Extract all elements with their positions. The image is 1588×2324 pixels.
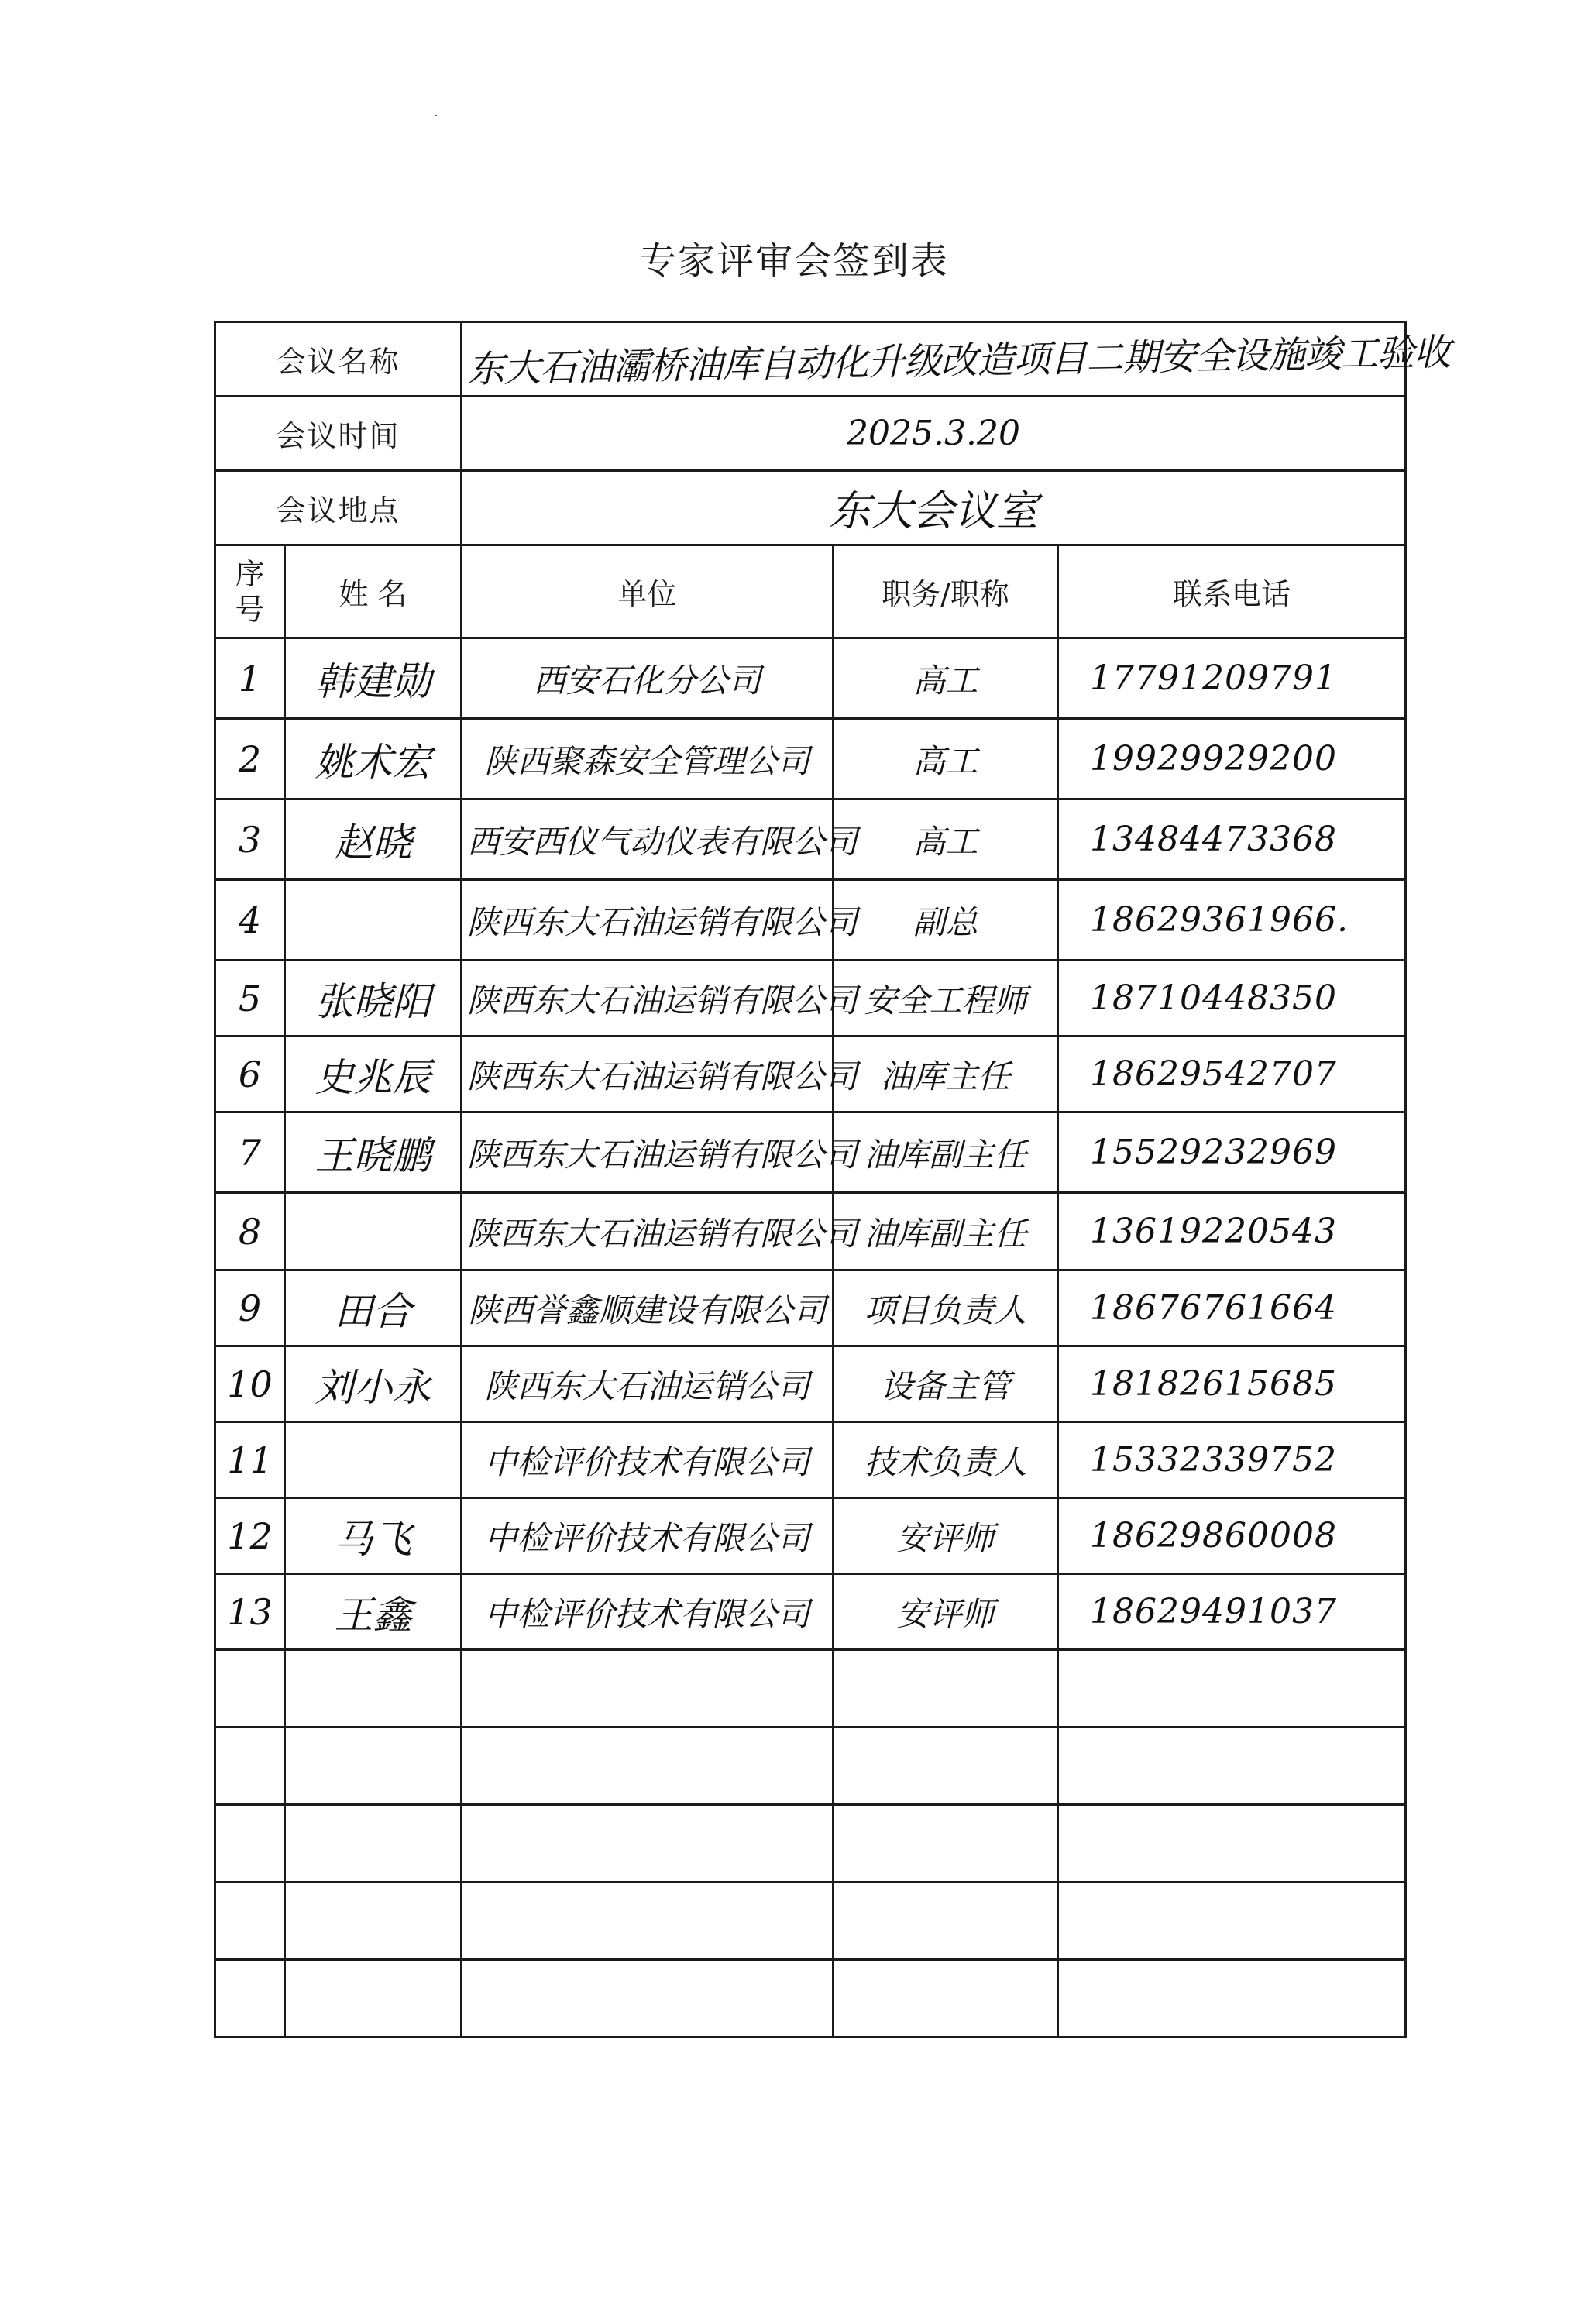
row-position: 高工 <box>834 799 1058 880</box>
table-row <box>215 1960 1406 2037</box>
row-phone <box>1058 1650 1406 1728</box>
row-position <box>834 1650 1058 1728</box>
table-row <box>215 1037 1406 1112</box>
row-name <box>285 880 462 961</box>
row-seq <box>215 1960 285 2037</box>
row-position: 高工 <box>834 719 1058 799</box>
row-position <box>834 1805 1058 1882</box>
header-phone: 联系电话 <box>1058 545 1406 638</box>
row-seq <box>215 1728 285 1805</box>
row-seq <box>215 1650 285 1728</box>
table-row <box>215 1498 1406 1574</box>
row-unit: 陕西东大石油运销有限公司 <box>462 1112 834 1193</box>
table-row <box>215 1422 1406 1498</box>
meeting-name-row <box>215 322 1406 397</box>
row-phone: 19929929200 <box>1058 719 1406 799</box>
row-unit: 陕西东大石油运销有限公司 <box>462 880 834 961</box>
row-unit: 中检评价技术有限公司 <box>462 1498 834 1574</box>
row-name <box>285 1193 462 1270</box>
row-name <box>285 1960 462 2037</box>
table-row <box>215 1650 1406 1728</box>
row-position: 安评师 <box>834 1574 1058 1650</box>
meeting-time-row <box>215 397 1406 471</box>
row-unit <box>462 1805 834 1882</box>
row-phone: 18629860008 <box>1058 1498 1406 1574</box>
row-seq: 8 <box>215 1193 285 1270</box>
row-seq: 4 <box>215 880 285 961</box>
row-unit: 陕西东大石油运销有限公司 <box>462 961 834 1037</box>
row-seq: 3 <box>215 799 285 880</box>
row-seq: 7 <box>215 1112 285 1193</box>
meeting-place-row <box>215 471 1406 545</box>
meeting-time-value: 2025.3.20 <box>462 397 1406 471</box>
row-phone: 18676761664 <box>1058 1270 1406 1346</box>
row-position: 高工 <box>834 638 1058 719</box>
row-name: 姚术宏 <box>285 719 462 799</box>
row-unit <box>462 1650 834 1728</box>
table-row <box>215 1805 1406 1882</box>
row-phone: 18629542707 <box>1058 1037 1406 1112</box>
meeting-name-text: 东大石油灞桥油库自动化升级改造项目二期安全设施竣工验收 <box>466 330 1451 392</box>
row-seq: 11 <box>215 1422 285 1498</box>
row-seq: 6 <box>215 1037 285 1112</box>
row-phone <box>1058 1882 1406 1960</box>
row-position <box>834 1960 1058 2037</box>
row-name <box>285 1650 462 1728</box>
meeting-place-label: 会议地点 <box>215 471 462 545</box>
table-row <box>215 880 1406 961</box>
scan-speck <box>435 115 437 116</box>
table-row <box>215 638 1406 719</box>
row-position: 安全工程师 <box>834 961 1058 1037</box>
row-phone: 13484473368 <box>1058 799 1406 880</box>
page-title: 专家评审会签到表 <box>638 239 949 283</box>
row-phone: 17791209791 <box>1058 638 1406 719</box>
row-position: 油库副主任 <box>834 1112 1058 1193</box>
row-phone: 18182615685 <box>1058 1346 1406 1422</box>
sign-in-table <box>214 321 1451 2038</box>
row-position: 油库副主任 <box>834 1193 1058 1270</box>
row-position: 项目负责人 <box>834 1270 1058 1346</box>
row-name: 王鑫 <box>285 1574 462 1650</box>
row-name: 马飞 <box>285 1498 462 1574</box>
row-phone <box>1058 1728 1406 1805</box>
row-unit: 陕西聚森安全管理公司 <box>462 719 834 799</box>
row-unit: 陕西誉鑫顺建设有限公司 <box>462 1270 834 1346</box>
row-name <box>285 1422 462 1498</box>
row-phone: 15529232969 <box>1058 1112 1406 1193</box>
row-seq: 1 <box>215 638 285 719</box>
row-seq: 5 <box>215 961 285 1037</box>
row-phone: 15332339752 <box>1058 1422 1406 1498</box>
meeting-name-label: 会议名称 <box>215 322 462 397</box>
row-phone: 13619220543 <box>1058 1193 1406 1270</box>
table-row <box>215 1270 1406 1346</box>
header-unit: 单位 <box>462 545 834 638</box>
table-row <box>215 961 1406 1037</box>
row-name: 史兆辰 <box>285 1037 462 1112</box>
row-unit: 陕西东大石油运销有限公司 <box>462 1193 834 1270</box>
row-name: 刘小永 <box>285 1346 462 1422</box>
row-seq: 10 <box>215 1346 285 1422</box>
row-name: 王晓鹏 <box>285 1112 462 1193</box>
row-unit: 西安石化分公司 <box>462 638 834 719</box>
meeting-time-label: 会议时间 <box>215 397 462 471</box>
row-name: 韩建勋 <box>285 638 462 719</box>
row-position: 安评师 <box>834 1498 1058 1574</box>
table-row <box>215 1346 1406 1422</box>
header-seq: 序号 <box>215 545 285 638</box>
row-seq: 12 <box>215 1498 285 1574</box>
row-seq <box>215 1805 285 1882</box>
row-position <box>834 1728 1058 1805</box>
row-unit <box>462 1960 834 2037</box>
table-row <box>215 719 1406 799</box>
row-phone: 18629491037 <box>1058 1574 1406 1650</box>
row-phone <box>1058 1805 1406 1882</box>
table-row <box>215 799 1406 880</box>
row-name: 田合 <box>285 1270 462 1346</box>
row-unit: 中检评价技术有限公司 <box>462 1422 834 1498</box>
header-name: 姓 名 <box>285 545 462 638</box>
table-row <box>215 1574 1406 1650</box>
row-position: 技术负责人 <box>834 1422 1058 1498</box>
row-unit <box>462 1882 834 1960</box>
row-name <box>285 1882 462 1960</box>
row-position <box>834 1882 1058 1960</box>
column-header-row <box>215 545 1406 638</box>
row-position: 设备主管 <box>834 1346 1058 1422</box>
row-name <box>285 1805 462 1882</box>
row-phone: 18629361966. <box>1058 880 1406 961</box>
row-unit: 陕西东大石油运销有限公司 <box>462 1037 834 1112</box>
table-row <box>215 1112 1406 1193</box>
row-name: 赵晓 <box>285 799 462 880</box>
row-seq: 13 <box>215 1574 285 1650</box>
row-position: 副总 <box>834 880 1058 961</box>
row-seq <box>215 1882 285 1960</box>
row-unit: 陕西东大石油运销公司 <box>462 1346 834 1422</box>
row-phone: 18710448350 <box>1058 961 1406 1037</box>
header-position: 职务/职称 <box>834 545 1058 638</box>
row-seq: 9 <box>215 1270 285 1346</box>
row-unit: 西安西仪气动仪表有限公司 <box>462 799 834 880</box>
row-name: 张晓阳 <box>285 961 462 1037</box>
table-row <box>215 1193 1406 1270</box>
table-row <box>215 1882 1406 1960</box>
row-position: 油库主任 <box>834 1037 1058 1112</box>
row-phone <box>1058 1960 1406 2037</box>
row-unit: 中检评价技术有限公司 <box>462 1574 834 1650</box>
row-unit <box>462 1728 834 1805</box>
row-name <box>285 1728 462 1805</box>
row-seq: 2 <box>215 719 285 799</box>
meeting-place-value: 东大会议室 <box>462 471 1406 545</box>
table-row <box>215 1728 1406 1805</box>
meeting-name-value <box>462 322 1451 397</box>
